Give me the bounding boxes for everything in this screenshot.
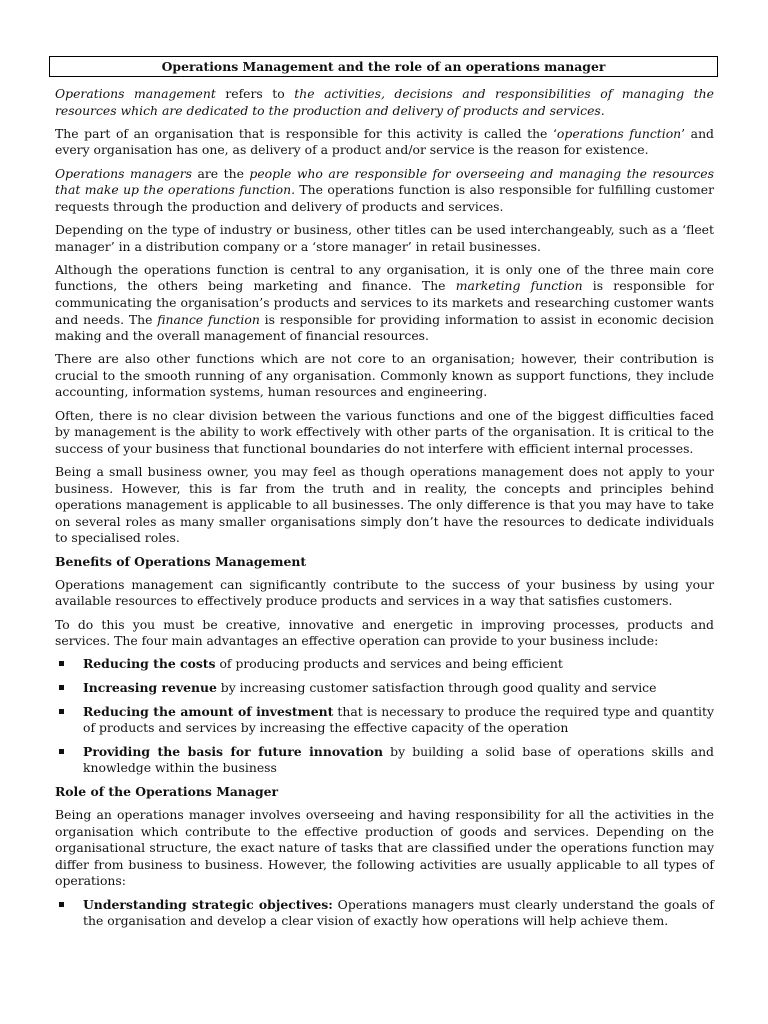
square-bullet-icon	[59, 661, 64, 666]
intro-paragraph-8-run: Being a small business owner, you may feel as though operations management does not apply to your business. However, this is far from the truth and in reality, the concepts and principles behind operations management is applicable to all businesses. The only difference is that you may have to take on several roles as many smaller organisations simply don’t have the resources to dedicate individuals to specialised roles.	[55, 464, 714, 546]
benefits-list	[55, 656, 714, 777]
benefits-heading: Benefits of Operations Management	[55, 553, 307, 569]
intro-paragraph-3-run: . The operations function is also responsible for fulfilling customer requests through the production and delivery of products and services.	[55, 182, 715, 214]
square-bullet-icon	[59, 902, 64, 907]
list-item-run: Providing the basis for future innovation	[83, 743, 384, 759]
intro-paragraph-1-run: Operations management	[55, 86, 216, 101]
square-bullet-icon	[59, 709, 64, 714]
role-heading: Role of the Operations Manager	[55, 783, 279, 799]
intro-paragraph-5-run: is responsible for communicating the organisation’s products and services to its markets and researching customer wants and needs. The	[55, 278, 714, 327]
list-item-run: by increasing customer satisfaction through good quality and service	[216, 679, 657, 695]
list-item	[55, 680, 714, 697]
list-item	[55, 656, 714, 673]
benefits-paragraph-2-run: To do this you must be creative, innovative and energetic in improving processes, products and services. The four main advantages an effective operation can provide to your business include:	[55, 616, 714, 649]
intro-paragraph-3	[55, 166, 714, 216]
document-title: Operations Management and the role of an operations manager	[49, 56, 718, 77]
list-item	[55, 897, 714, 930]
role-paragraph-1-run: Being an operations manager involves overseeing and having responsibility for all the activities in the organisation which contribute to the effective production of goods and services. Depending on the organisational structure, the exact nature of tasks that are classified under the operations function may differ from business to business. However, the following activities are usually applicable to all types of operations:	[55, 807, 714, 889]
role-activities-list	[55, 897, 714, 930]
intro-paragraph-5-run: finance function	[157, 311, 260, 327]
intro-paragraph-8	[55, 464, 714, 547]
intro-paragraph-4	[55, 222, 714, 255]
list-item-run: Reducing the amount of investment	[83, 703, 334, 719]
intro-paragraph-3-run: are the	[192, 165, 250, 181]
intro-paragraph-5-run: Although the operations function is central to any organisation, it is only one of the three main core functions, the others being marketing and finance. The	[55, 261, 714, 294]
role-paragraph-1	[55, 807, 714, 890]
intro-paragraph-6	[55, 351, 714, 401]
intro-paragraph-1-run: refers to	[215, 86, 295, 101]
intro-paragraph-5-run: is responsible for providing information to assist in economic decision making and the overall management of financial resources.	[55, 311, 715, 344]
intro-paragraph-6-run: There are also other functions which are not core to an organisation; however, their contribution is crucial to the smooth running of any organisation. Commonly known as support functions, they include accounting, information systems, human resources and engineering.	[55, 351, 714, 400]
square-bullet-icon	[59, 749, 64, 754]
intro-paragraph-2-run: operations function	[556, 125, 682, 141]
list-item-run: Increasing revenue	[83, 679, 217, 695]
list-item-run: that is necessary to produce the required type and quantity of products and services by increasing the effective capacity of the operation	[83, 703, 714, 736]
intro-paragraph-7-run: Often, there is no clear division between the various functions and one of the biggest difficulties faced by management is the ability to work effectively with other parts of the organisation. It is critical to the success of your business that functional boundaries do not interfere with efficient internal processes.	[55, 407, 714, 456]
benefits-paragraph-2	[55, 617, 714, 650]
intro-paragraph-1-run: the activities, decisions and responsibilities of managing the resources which are dedicated to the production and delivery of products and services.	[55, 86, 714, 118]
list-item	[55, 704, 714, 737]
intro-paragraph-1	[55, 86, 714, 119]
intro-paragraph-2-run: The part of an organisation that is responsible for this activity is called the ‘	[55, 125, 557, 141]
intro-paragraph-2	[55, 126, 714, 159]
benefits-paragraph-1	[55, 577, 714, 610]
intro-paragraph-5	[55, 262, 714, 345]
intro-paragraph-3-run: Operations managers	[55, 165, 193, 181]
intro-paragraph-3-run: people who are responsible for overseeing and managing the resources that make up the operations function	[55, 165, 715, 198]
square-bullet-icon	[59, 685, 64, 690]
list-item	[55, 744, 714, 777]
intro-paragraph-4-run: Depending on the type of industry or business, other titles can be used interchangeably, such as a ‘fleet manager’ in a distribution company or a ‘store manager’ in retail businesses.	[55, 221, 714, 254]
intro-paragraph-2-run: ’ and every organisation has one, as delivery of a product and/or service is the reason for existence.	[55, 125, 714, 158]
list-item-run: of producing products and services and being efficient	[215, 656, 563, 672]
list-item-run: Reducing the costs	[83, 656, 216, 672]
benefits-paragraph-1-run: Operations management can significantly contribute to the success of your business by using your available resources to effectively produce products and services in a way that satisfies customers.	[55, 576, 714, 609]
intro-paragraph-7	[55, 408, 714, 458]
list-item-run: Understanding strategic objectives:	[83, 896, 333, 912]
list-item-run: by building a solid base of operations skills and knowledge within the business	[83, 743, 714, 776]
list-item-run: Operations managers must clearly understand the goals of the organisation and develop a clear vision of exactly how operations will help achieve them.	[83, 896, 714, 929]
intro-paragraph-5-run: marketing function	[455, 278, 583, 294]
